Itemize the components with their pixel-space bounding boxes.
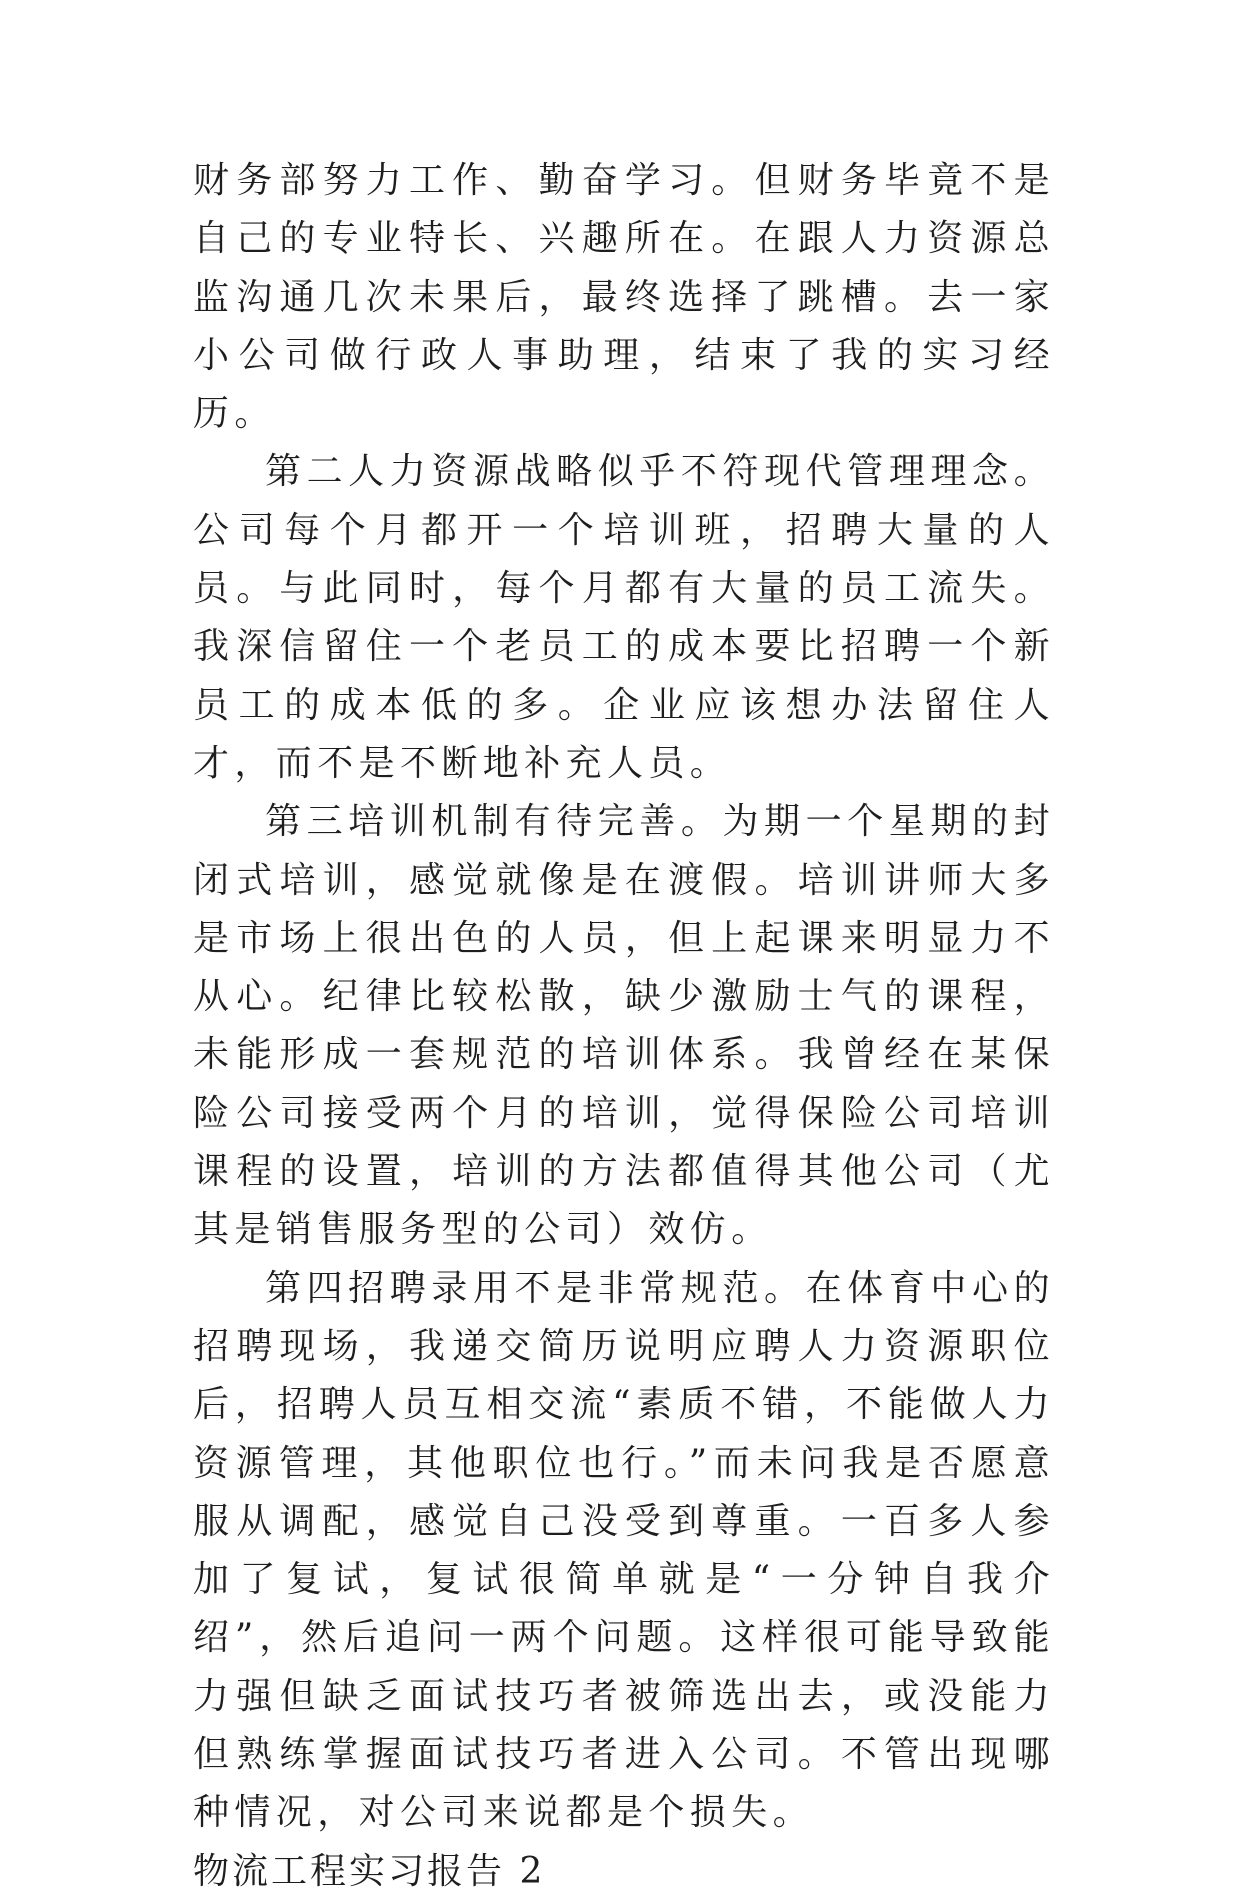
paragraph-continuation: 财务部努力工作、勤奋学习。但财务毕竟不是自己的专业特长、兴趣所在。在跟人力资源总监沟通几次未果后，最终选择了跳槽。去一家小公司做行政人事助理，结束了我的实习经历。 bbox=[193, 160, 1055, 435]
paragraph-hr-strategy: 第二人力资源战略似乎不符现代管理理念。公司每个月都开一个培训班，招聘大量的人员。与此同时，每个月都有大量的员工流失。我深信留住一个老员工的成本要比招聘一个新员工的成本低的多。企业应该想办法留住人才，而不是不断地补充人员。 bbox=[193, 451, 1055, 784]
document-body bbox=[193, 152, 1055, 1901]
section-heading: 物流工程实习报告 2 bbox=[193, 1850, 546, 1892]
paragraph-recruitment: 第四招聘录用不是非常规范。在体育中心的招聘现场，我递交简历说明应聘人力资源职位后，招聘人员互相交流“素质不错，不能做人力资源管理，其他职位也行。”而未问我是否愿意服从调配，感觉自己没受到尊重。一百多人参加了复试，复试很简单就是“一分钟自我介绍”，然后追问一两个问题。这样很可能导致能力强但缺乏面试技巧者被筛选出去，或没能力但熟练掌握面试技巧者进入公司。不管出现哪种情况，对公司来说都是个损失。 bbox=[193, 1267, 1055, 1834]
paragraph-training: 第三培训机制有待完善。为期一个星期的封闭式培训，感觉就像是在渡假。培训讲师大多是市场上很出色的人员，但上起课来明显力不从心。纪律比较松散，缺少激励士气的课程，未能形成一套规范的培训体系。我曾经在某保险公司接受两个月的培训，觉得保险公司培训课程的设置，培训的方法都值得其他公司（尤其是销售服务型的公司）效仿。 bbox=[193, 801, 1055, 1251]
